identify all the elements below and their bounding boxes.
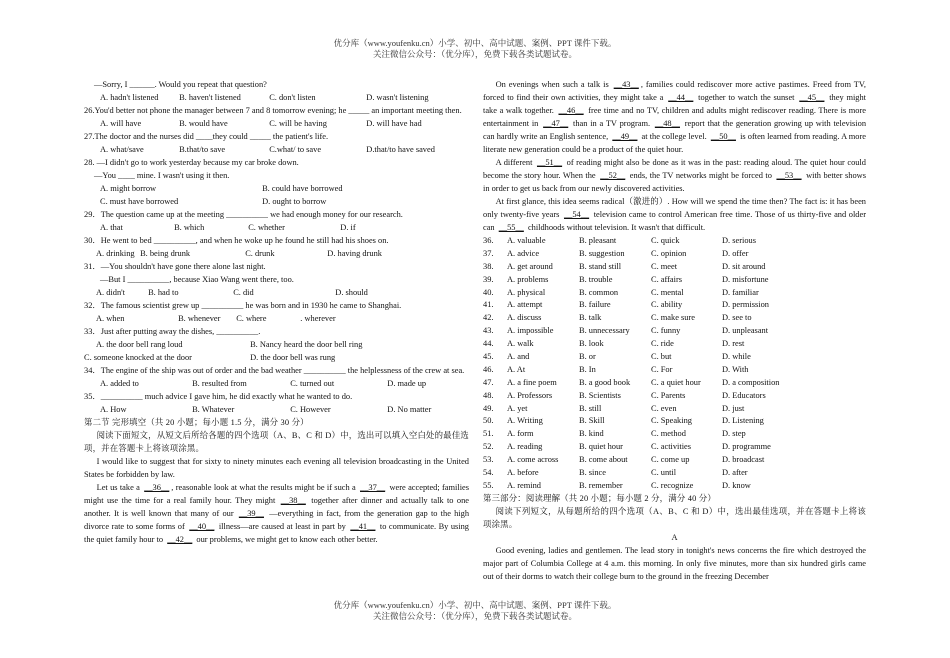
page-footer [0,600,950,622]
q27-option-c: C.what/ to save [269,145,322,154]
option-row [483,389,866,402]
q32-options [84,312,469,325]
q29-option-b: B. which [174,223,205,232]
cloze-paragraph-2: Let us take a __36__ , reasonable look at what the results might be if such a __37__ were accepted; families might use the time for a real family hour. They might __38__ together after dinner and actually talk to one another. It is well known that many of our __39__ —everything in fact, from the generation gap to the high divorce rate to some forms of __40__ illness—are caused at least in part by __41__ to communicate. By using the quiet family hour to __42__ our problems, we might get to know each other better. [84,483,470,544]
option-row [483,324,866,337]
option-row-number: 39. [483,274,494,284]
q33-options-ab [84,338,469,351]
option-row-option-d: D. see to [722,313,752,323]
option-row-option-c: C. meet [651,261,678,271]
option-row-option-c: C. make sure [651,313,695,323]
right-column [483,78,866,583]
passage-a-text: Good evening, ladies and gentlemen. The lead story in tonight's news concerns the fire which destroyed the major part of Columbia College at 4 a.m. this morning. In only five minutes, more than six hundred girls came out of their dorms to watch their college burn to the ground in the freezing December [483,545,866,581]
option-row-option-a: A. yet [507,403,528,413]
option-row-option-d: D. know [722,480,751,490]
blank-43: __43__ [613,80,639,89]
q34-option-a: A. added to [100,379,139,388]
cloze-options-table [483,234,866,492]
option-row-option-d: D. while [722,352,751,362]
left-column [84,78,469,546]
option-row-option-c: C. method [651,429,686,439]
option-row-number: 54. [483,468,494,478]
option-row-option-c: C. quick [651,236,680,245]
option-row-number: 41. [483,300,494,310]
option-row-number: 36. [483,236,494,245]
blank-41: __41__ [350,522,376,531]
blank-44: __44__ [668,93,694,102]
option-row-option-c: C. ride [651,339,674,349]
q33-option-d: D. the door bell was rung [250,353,336,362]
option-row-option-b: B. still [579,403,602,413]
option-row-number: 52. [483,442,494,452]
q28-stem-reply: —You ____ mine. I wasn't using it then. [94,171,230,180]
option-row-option-a: A. valuable [507,236,546,245]
option-row-option-c: C. mental [651,287,684,297]
q30-stem: 30．He went to bed __________, and when he woke up he found he still had his shoes on. [84,236,389,245]
option-row [483,234,866,247]
q27-options [84,143,469,156]
option-row-option-b: B. or [579,352,596,362]
option-row-option-a: A. Professors [507,390,553,400]
q28-options-cd [84,195,469,208]
option-row-option-a: A. come across [507,455,559,465]
option-row-option-b: B. unnecessary [579,326,630,336]
option-row-option-c: C. ability [651,300,683,310]
footer-line-1: 优分库（www.youfenku.cn）小学、初中、高中试题、案例、PPT 课件下载。 [333,600,617,610]
option-row-option-c: C. a quiet hour [651,377,701,387]
option-row-option-b: B. come about [579,455,628,465]
header-line-2: 关注微信公众号：（优分库），免费下载各类试题试卷。 [372,49,577,59]
option-row-option-b: B. suggestion [579,248,625,258]
option-row-option-a: A. impossible [507,326,554,336]
option-row-option-a: A. reading [507,442,543,452]
q30-options [84,247,469,260]
option-row [483,427,866,440]
q26-option-d: D. will have had [366,119,422,128]
q31-stem: 31．—You shouldn't have gone there alone last night. [84,262,266,271]
blank-51: __51__ [536,158,563,167]
option-row-option-a: A. and [507,352,530,362]
option-row-number: 53. [483,455,494,465]
q30-option-a: A. drinking [96,249,135,258]
q35-option-b: B. Whatever [192,405,235,414]
option-row-option-c: C. affairs [651,274,683,284]
option-row-option-d: D. With [722,364,749,374]
option-row-option-d: D. just [722,403,745,413]
option-row-option-d: D. offer [722,248,749,258]
blank-45: __45__ [799,93,825,102]
blank-38: __38__ [280,496,306,505]
blank-49: __49__ [612,132,638,141]
blank-50: __50__ [710,132,736,141]
blank-52: __52__ [600,171,626,180]
q28-option-c: C. must have borrowed [100,197,179,206]
option-row-option-c: C. opinion [651,248,687,258]
option-row-option-c: C. even [651,403,677,413]
option-row-option-d: D. familiar [722,287,759,297]
blank-53: __53__ [776,171,802,180]
footer-line-2: 关注微信公众号：（优分库），免费下载各类试题试卷。 [372,611,577,621]
q35-option-a: A. How [100,405,127,414]
option-row-option-b: B. look [579,339,604,349]
option-row-option-b: B. trouble [579,274,613,284]
q35-option-d: D. No matter [387,405,432,414]
passage-label: A [671,532,678,542]
q30-option-d: D. having drunk [327,249,382,258]
option-row-option-a: A. a fine poem [507,377,557,387]
option-row-option-b: B. failure [579,300,611,310]
option-row-option-b: B. remember [579,480,623,490]
q30-option-b: B. being drunk [140,249,191,258]
blank-46: __46__ [558,106,584,115]
option-row-number: 45. [483,352,494,362]
section2-title: 第二节 完形填空（共 20 小题；每小题 1.5 分，满分 30 分） [84,418,309,427]
option-row-option-a: A. problems [507,274,549,284]
q26-options [84,117,469,130]
q29-stem: 29．The question came up at the meeting __________ we had enough money for our research. [84,210,403,219]
option-row-option-c: C. For [651,364,673,374]
option-row [483,453,866,466]
option-row-option-b: B. a good book [579,377,631,387]
blank-40: __40__ [189,522,215,531]
q25-option-a: A. hadn't listened [100,93,159,102]
option-row-option-b: B. pleasant [579,236,617,245]
option-row-option-d: D. serious [722,236,756,245]
option-row-number: 50. [483,416,494,426]
blank-47: __47__ [543,119,569,128]
q32-option-b: B. whenever [178,314,221,323]
option-row-option-b: B. Scientists [579,390,621,400]
q27-stem: 27.The doctor and the nurses did ____they could _____ the patient's life. [84,132,329,141]
option-row-option-a: A. remind [507,480,541,490]
q33-stem: 33．Just after putting away the dishes, __________. [84,327,261,336]
q26-option-b: B. would have [179,119,228,128]
q31-option-a: A. didn't [96,288,125,297]
option-row [483,273,866,286]
option-row-option-d: D. sit around [722,261,766,271]
option-row-option-d: D. rest [722,339,745,349]
q27-option-b: B.that/to save [179,145,226,154]
option-row-number: 51. [483,429,494,439]
option-row-option-b: B. quiet hour [579,442,623,452]
option-row-option-a: A. before [507,468,539,478]
option-row-option-d: D. broadcast [722,455,765,465]
option-row-option-a: A. At [507,364,526,374]
option-row-option-a: A. walk [507,339,534,349]
q29-option-a: A. that [100,223,123,232]
option-row [483,440,866,453]
header-line-1: 优分库（www.youfenku.cn）小学、初中、高中试题、案例、PPT 课件下载。 [333,38,617,48]
option-row-number: 46. [483,364,494,374]
q34-option-c: C. turned out [290,379,335,388]
section3-instructions: 阅读下列短文，从每题所给的四个选项（A、B、C 和 D）中，选出最佳选项，并在答题卡上将该项涂黑。 [483,506,866,529]
option-row-option-b: B. In [579,364,596,374]
option-row [483,260,866,273]
option-row-option-d: D. misfortune [722,274,769,284]
q28-stem: 28. —I didn't go to work yesterday because my car broke down. [84,158,299,167]
q25-options [84,91,469,104]
option-row-option-a: A. discuss [507,313,542,323]
q32-option-d: . wherever [300,314,336,323]
option-row [483,414,866,427]
q28-option-b: B. could have borrowed [262,184,343,193]
q29-option-c: C. whether [248,223,285,232]
option-row [483,376,866,389]
option-row-option-b: B. talk [579,313,602,323]
cloze-paragraph-3: On evenings when such a talk is __43__ , families could rediscover more active pastimes. Freed from TV, forced to find their own activities, they might take a __44__ together to watch the sunset __45__ they might take a walk together. __46__ free time and no TV, children and adults might rediscover reading. There is more entertainment in __47__ than in a TV program. __48__ report that the generation growing up with television can hardly write an English sentence, __49__ at the college level. __50__ is often learned from reading. A more literate new generation could be a product of the quiet hour. [483,80,867,154]
q31-option-c: C. did [233,288,254,297]
q25-stem: —Sorry, I ______. Would you repeat that question? [94,80,267,89]
option-row [483,479,866,492]
option-row-option-c: C. funny [651,326,681,336]
section3-title: 第三部分：阅读理解（共 20 小题；每小题 2 分，满分 40 分） [483,493,716,503]
cloze-paragraph-5: At first glance, this idea seems radical（激进的）. How will we spend the time then? The fact is: it has been only twenty-five years __54__ television came to control American free time. Those of us thirty-five and older can __55__ childhoods without television. It wasn't that difficult. [483,197,866,232]
option-row-option-d: D. programme [722,442,771,452]
q30-option-c: C. drunk [245,249,275,258]
blank-36: __36__ [144,483,170,492]
option-row-option-b: B. Skill [579,416,605,426]
option-row [483,311,866,324]
q26-option-a: A. will have [100,119,142,128]
option-row-option-d: D. after [722,468,748,478]
option-row-option-b: B. stand still [579,261,622,271]
q25-option-d: D. wasn't listening [366,93,429,102]
q32-option-c: C. where [236,314,267,323]
q28-option-a: A. might borrow [100,184,157,193]
q32-stem: 32．The famous scientist grew up __________ he was born and in 1930 he came to Shanghai. [84,301,402,310]
q26-option-c: C. will be having [269,119,327,128]
option-row-option-c: C. until [651,468,677,478]
option-row [483,337,866,350]
option-row-number: 55. [483,480,494,490]
option-row-option-d: D. step [722,429,746,439]
option-row [483,402,866,415]
option-row [483,363,866,376]
q29-options [84,221,469,234]
option-row-option-c: C. Parents [651,390,686,400]
q34-stem: 34．The engine of the ship was out of order and the bad weather __________ the helplessness of the crew at sea. [84,366,465,375]
option-row-number: 47. [483,377,494,387]
option-row-option-a: A. advice [507,248,540,258]
option-row-number: 38. [483,261,494,271]
option-row-option-a: A. form [507,429,534,439]
cloze-paragraph-1: I would like to suggest that for sixty to ninety minutes each evening all television broadcasting in the United States be forbidden by law. [84,457,469,479]
q31-option-d: D. should [335,288,368,297]
blank-37: __37__ [360,483,386,492]
q33-options-cd [84,351,469,364]
option-row-option-b: B. since [579,468,606,478]
q29-option-d: D. if [340,223,356,232]
q34-option-b: B. resulted from [192,379,247,388]
q28-option-d: D. ought to borrow [262,197,327,206]
q34-option-d: D. made up [387,379,427,388]
option-row-option-c: C. recognize [651,480,694,490]
option-row [483,466,866,479]
q32-option-a: A. when [96,314,125,323]
blank-39: __39__ [238,509,264,518]
option-row-option-a: A. attempt [507,300,543,310]
q27-option-d: D.that/to have saved [366,145,435,154]
option-row-option-b: B. kind [579,429,604,439]
option-row-option-d: D. permission [722,300,769,310]
option-row-option-c: C. come up [651,455,690,465]
q33-option-a: A. the door bell rang loud [96,340,183,349]
q35-stem: 35．__________ much advice I gave him, he did exactly what he wanted to do. [84,392,353,401]
option-row [483,247,866,260]
option-row-option-d: D. Educators [722,390,766,400]
option-row-option-c: C. but [651,352,672,362]
option-row [483,350,866,363]
option-row-option-a: A. get around [507,261,553,271]
section2-instructions: 阅读下面短文，从短文后所给各题的四个选项（A、B、C 和 D）中，选出可以填入空白处的最佳选项，并在答题卡上将该项涂黑。 [84,431,469,453]
option-row-option-a: A. physical [507,287,546,297]
option-row [483,298,866,311]
q25-option-b: B. haven't listened [179,93,241,102]
option-row-option-b: B. common [579,287,619,297]
option-row-number: 44. [483,339,494,349]
option-row-option-c: C. Speaking [651,416,692,426]
option-row-option-d: D. unpleasant [722,326,769,336]
q31-option-b: B. had to [148,288,179,297]
blank-42: __42__ [167,535,193,544]
q35-options [84,403,469,416]
option-row-option-d: D. Listening [722,416,764,426]
q33-option-c: C. someone knocked at the door [84,353,192,362]
option-row-option-c: C. activities [651,442,692,452]
option-row-number: 42. [483,313,494,323]
q34-options [84,377,469,390]
q31-options [84,286,469,299]
option-row-number: 40. [483,287,494,297]
q27-option-a: A. what/save [100,145,144,154]
cloze-paragraph-4: A different __51__ of reading might also be done as it was in the past: reading aloud. The quiet hour could become the story hour. When the __52__ ends, the TV networks might be forced to __53__ with better shows in order to get us back from our newly discovered activities. [483,158,866,193]
q35-option-c: C. However [290,405,331,414]
blank-55: __55__ [498,223,524,232]
blank-48: __48__ [654,119,680,128]
q25-option-c: C. don't listen [269,93,316,102]
option-row-number: 43. [483,326,494,336]
page-header [0,38,950,60]
option-row-number: 49. [483,403,494,413]
option-row-number: 37. [483,248,494,258]
option-row [483,286,866,299]
q33-option-b: B. Nancy heard the door bell ring [250,340,363,349]
q31-stem-reply: —But I __________, because Xiao Wang went there, too. [100,275,294,284]
option-row-number: 48. [483,390,494,400]
q26-stem: 26.You'd better not phone the manager between 7 and 8 tomorrow evening; he _____ an important meeting then. [84,106,462,115]
option-row-option-a: A. Writing [507,416,543,426]
option-row-option-d: D. a composition [722,377,780,387]
blank-54: __54__ [563,210,590,219]
q28-options-ab [84,182,469,195]
